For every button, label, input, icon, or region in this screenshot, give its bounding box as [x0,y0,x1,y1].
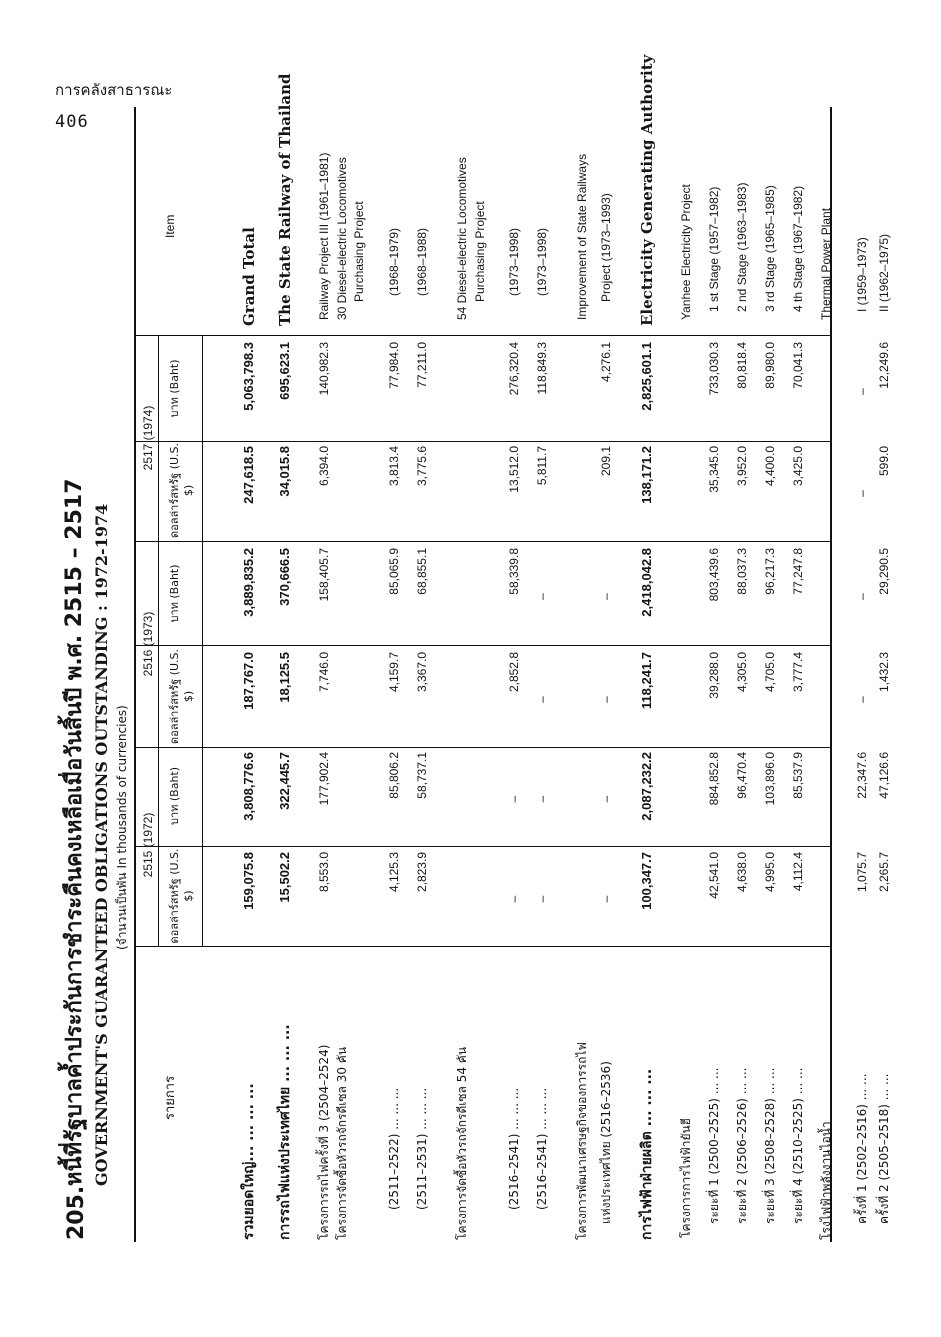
row-label-en: Thermal Power Plant [819,207,833,320]
cell-value: – [599,696,613,703]
cell-value: 3,808,776.6 [241,752,256,821]
item-header-th: รายการ [163,1075,178,1120]
cell-value: 70,041.3 [791,342,805,389]
cell-value: 599.0 [877,446,891,477]
cell-value: – [507,895,521,903]
page-number: 406 [55,112,89,132]
cell-value: 100,347.7 [639,852,654,910]
cell-value: 42,541.0 [707,852,721,899]
cell-value: – [855,388,869,395]
row-label-th: โครงการจัดซื้อหัวรถจักรดีเซล 30 คัน [335,1046,349,1240]
row-label-en: 30 Diesel-electric Locomotives [335,157,349,320]
cell-value: 77,211.0 [415,342,429,388]
cell-value: 733,030.3 [707,342,721,396]
running-head: การคลังสาธารณะ [55,81,173,99]
cell-value: 96,217.3 [763,548,777,595]
row-label-en: Yanhee Electricity Project [679,184,693,320]
cell-value: 140,982.3 [317,342,331,396]
cell-value: 803,439.6 [707,548,721,602]
row-label-en: Purchasing Project [352,201,366,302]
cell-value: 15,502.2 [277,852,292,903]
year-2516-header: 2516 (1973) [141,611,155,677]
row-label-en: 3 rd Stage (1965–1985) [763,185,777,312]
cell-value: 7,746.0 [317,652,331,693]
row-label-en: Project (1973–1993) [599,193,613,302]
cell-value: 2,418,042.8 [639,548,654,617]
cell-value: 58,339.8 [507,548,521,595]
cell-value: – [535,895,549,903]
row-label-en: I (1959–1973) [855,237,869,312]
cell-value: 2,852.8 [507,652,521,693]
row-label-en: 4 th Stage (1967–1982) [791,185,805,312]
cell-value: 29,290.5 [877,548,891,595]
cell-value: 1,075.7 [855,852,869,893]
cell-value: 2,265.7 [877,852,891,893]
cell-value: 47,126.6 [877,752,891,799]
row-label-en: Electricity Generating Authority [638,54,656,326]
cell-value: – [855,696,869,703]
cell-value: 89,980.0 [763,342,777,389]
usd-subheader: ดอลล่าร์สหรัฐ (U.S. $) [168,442,195,539]
cell-value: 159,075.8 [241,852,256,910]
cell-value: 6,394.0 [317,446,331,487]
year-2517-header: 2517 (1974) [141,405,155,471]
cell-value: 12,249.6 [877,342,891,389]
vrule-6 [134,335,832,336]
row-label-th: (2511–2522) ... ... ... [387,1087,401,1210]
cell-value: 4,112.4 [791,852,805,892]
row-label-th: โรงไฟฟ้าพลังงานไอน้ำ [819,1121,833,1240]
cell-value: 4,305.0 [735,652,749,693]
row-label-th: การรถไฟแห่งประเทศไทย ... ... ... [277,1024,293,1240]
cell-value: 8,553.0 [317,852,331,893]
cell-value: 158,405.7 [317,548,331,602]
cell-value: 77,984.0 [387,342,401,389]
cell-value: 138,171.2 [639,446,654,504]
vrule-item-th [134,946,832,947]
cell-value: 5,811.7 [535,446,549,486]
cell-value: 35,345.0 [707,446,721,493]
cell-value: 884,852.8 [707,752,721,806]
cell-value: 3,775.6 [415,446,429,487]
row-label-en: (1968–1988) [415,227,429,296]
baht-subheader: บาท (Baht) [168,564,181,623]
row-label-th: ระยะที่ 3 (2508–2528) ... ... [763,1067,777,1224]
cell-value: 96,470.4 [735,752,749,799]
row-label-en: (1973–1998) [535,227,549,296]
vrule-2 [134,747,832,748]
cell-value: 1,432.3 [877,652,891,693]
row-label-en: Purchasing Project [473,201,487,302]
row-label-th: โครงการจัดซื้อหัวรถจักรดีเซล 54 คัน [455,1046,469,1240]
row-label-en: The State Railway of Thailand [276,73,294,326]
vrule-4 [134,541,832,542]
cell-value: 85,065.9 [387,548,401,595]
cell-value: – [535,795,549,803]
row-label-en: (1973–1998) [507,227,521,296]
cell-value: 4,705.0 [763,652,777,693]
rule-subheader-bottom [202,336,203,946]
row-label-en: II (1962–1975) [877,233,891,312]
cell-value: 34,015.8 [277,446,292,497]
title-english: GOVERNMENT'S GUARANTEED OBLIGATIONS OUTSTANDING : 1972-1974 [92,503,111,1186]
cell-value: – [507,795,521,803]
rule-year-bottom [158,336,159,946]
row-label-en: Railway Project III (1961–1981) [317,152,331,320]
cell-value: 370,666.5 [277,548,292,606]
cell-value: 103,896.0 [763,752,777,806]
cell-value: 3,952.0 [735,446,749,487]
row-label-th: ครั้งที่ 2 (2505–2518) ... ... [877,1073,891,1224]
row-label-en: 1 st Stage (1957–1982) [707,186,721,312]
cell-value: 3,777.4 [791,652,805,693]
row-label-th: (2516–2541) ... ... ... [507,1087,521,1210]
cell-value: 18,125.5 [277,652,292,703]
cell-value: 2,823.9 [415,852,429,893]
row-label-en: Improvement of State Railways [575,153,589,320]
row-label-th: แห่งประเทศไทย (2516–2536) [599,1061,613,1224]
baht-subheader: บาท (Baht) [168,766,181,826]
row-label-th: รวมยอดใหญ่... ... ... ... [241,1083,257,1240]
row-label-en: 2 nd Stage (1963–1983) [735,182,749,312]
cell-value: 4,400.0 [763,446,777,487]
usd-subheader: ดอลล่าร์สหรัฐ (U.S. $) [168,648,195,745]
cell-value: 4,638.0 [735,852,749,893]
cell-value: 322,445.7 [277,752,292,810]
cell-value: – [599,895,613,903]
cell-value: – [535,593,549,600]
rule-top [134,107,136,1242]
cell-value: 2,825,601.1 [639,342,654,411]
vrule-5 [134,441,832,442]
cell-value: 77,247.8 [791,548,805,595]
cell-value: 85,806.2 [387,752,401,799]
cell-value: – [535,696,549,703]
cell-value: 5,063,798.3 [241,342,256,411]
row-label-th: การไฟฟ้าฝ่ายผลิต ... ... ... [639,1068,655,1240]
cell-value: 118,241.7 [639,652,654,710]
cell-value: 39,288.0 [707,652,721,699]
row-label-th: ครั้งที่ 1 (2502–2516) ... ... [855,1073,869,1224]
cell-value: 187,767.0 [241,652,256,710]
cell-value: 13,512.0 [507,446,521,493]
row-label-th: โครงการรถไฟครั้งที่ 3 (2504–2524) [317,1044,331,1240]
row-label-th: ระยะที่ 1 (2500–2525) ... ... [707,1067,721,1224]
cell-value: – [855,593,869,600]
cell-value: 80,818.4 [735,342,749,389]
row-label-th: โครงการพัฒนาเศรษฐกิจของการรถไฟ [575,1042,589,1240]
usd-subheader: ดอลล่าร์สหรัฐ (U.S. $) [168,848,195,944]
cell-value: 68,855.1 [415,548,429,595]
cell-value: 4,125.3 [387,852,401,893]
cell-value: – [599,795,613,803]
row-label-th: (2516–2541) ... ... ... [535,1087,549,1210]
table-number: 205. [64,1185,89,1240]
cell-value: – [855,490,869,497]
cell-value: 22,347.6 [855,752,869,799]
cell-value: 88,037.3 [735,548,749,595]
row-label-en: (1968–1979) [387,227,401,296]
cell-value: 4,276.1 [599,342,613,383]
cell-value: 177,902.4 [317,752,331,806]
row-label-en: 54 Diesel-electric Locomotives [455,157,469,320]
row-label-en: Grand Total [240,227,258,326]
cell-value: 85,537.9 [791,752,805,799]
title-thai: หนี้ที่รัฐบาลค้ำประกันการชำระคืนคงเหลือเมื่อวันสิ้นปี พ.ศ. 2515 – 2517 [62,478,87,1186]
cell-value: 3,367.0 [415,652,429,693]
cell-value: – [599,593,613,600]
unit-note: (จำนวนเป็นพัน In thousands of currencies) [115,705,129,950]
cell-value: 3,889,835.2 [241,548,256,617]
row-label-th: (2511–2531) ... ... ... [415,1087,429,1210]
row-label-th: ระยะที่ 4 (2510–2525) ... ... [791,1067,805,1224]
cell-value: 58,737.1 [415,752,429,799]
cell-value: 695,623.1 [277,342,292,400]
vrule-1 [134,846,832,847]
cell-value: 4,159.7 [387,652,401,693]
baht-subheader: บาท (Baht) [168,359,181,418]
cell-value: 3,813.4 [387,446,401,487]
cell-value: 118,849.3 [535,342,549,395]
row-label-th: ระยะที่ 2 (2506–2526) ... ... [735,1067,749,1224]
cell-value: 3,425.0 [791,446,805,487]
item-header-en: Item [163,214,177,238]
row-label-th: โครงการการไฟฟ้ายันฮี [679,1118,693,1238]
year-2515-header: 2515 (1972) [141,812,155,878]
cell-value: 4,995.0 [763,852,777,893]
vrule-3 [134,645,832,646]
cell-value: 276,320.4 [507,342,521,396]
cell-value: 2,087,232.2 [639,752,654,821]
cell-value: 209.1 [599,446,613,477]
cell-value: 247,618.5 [241,446,256,504]
